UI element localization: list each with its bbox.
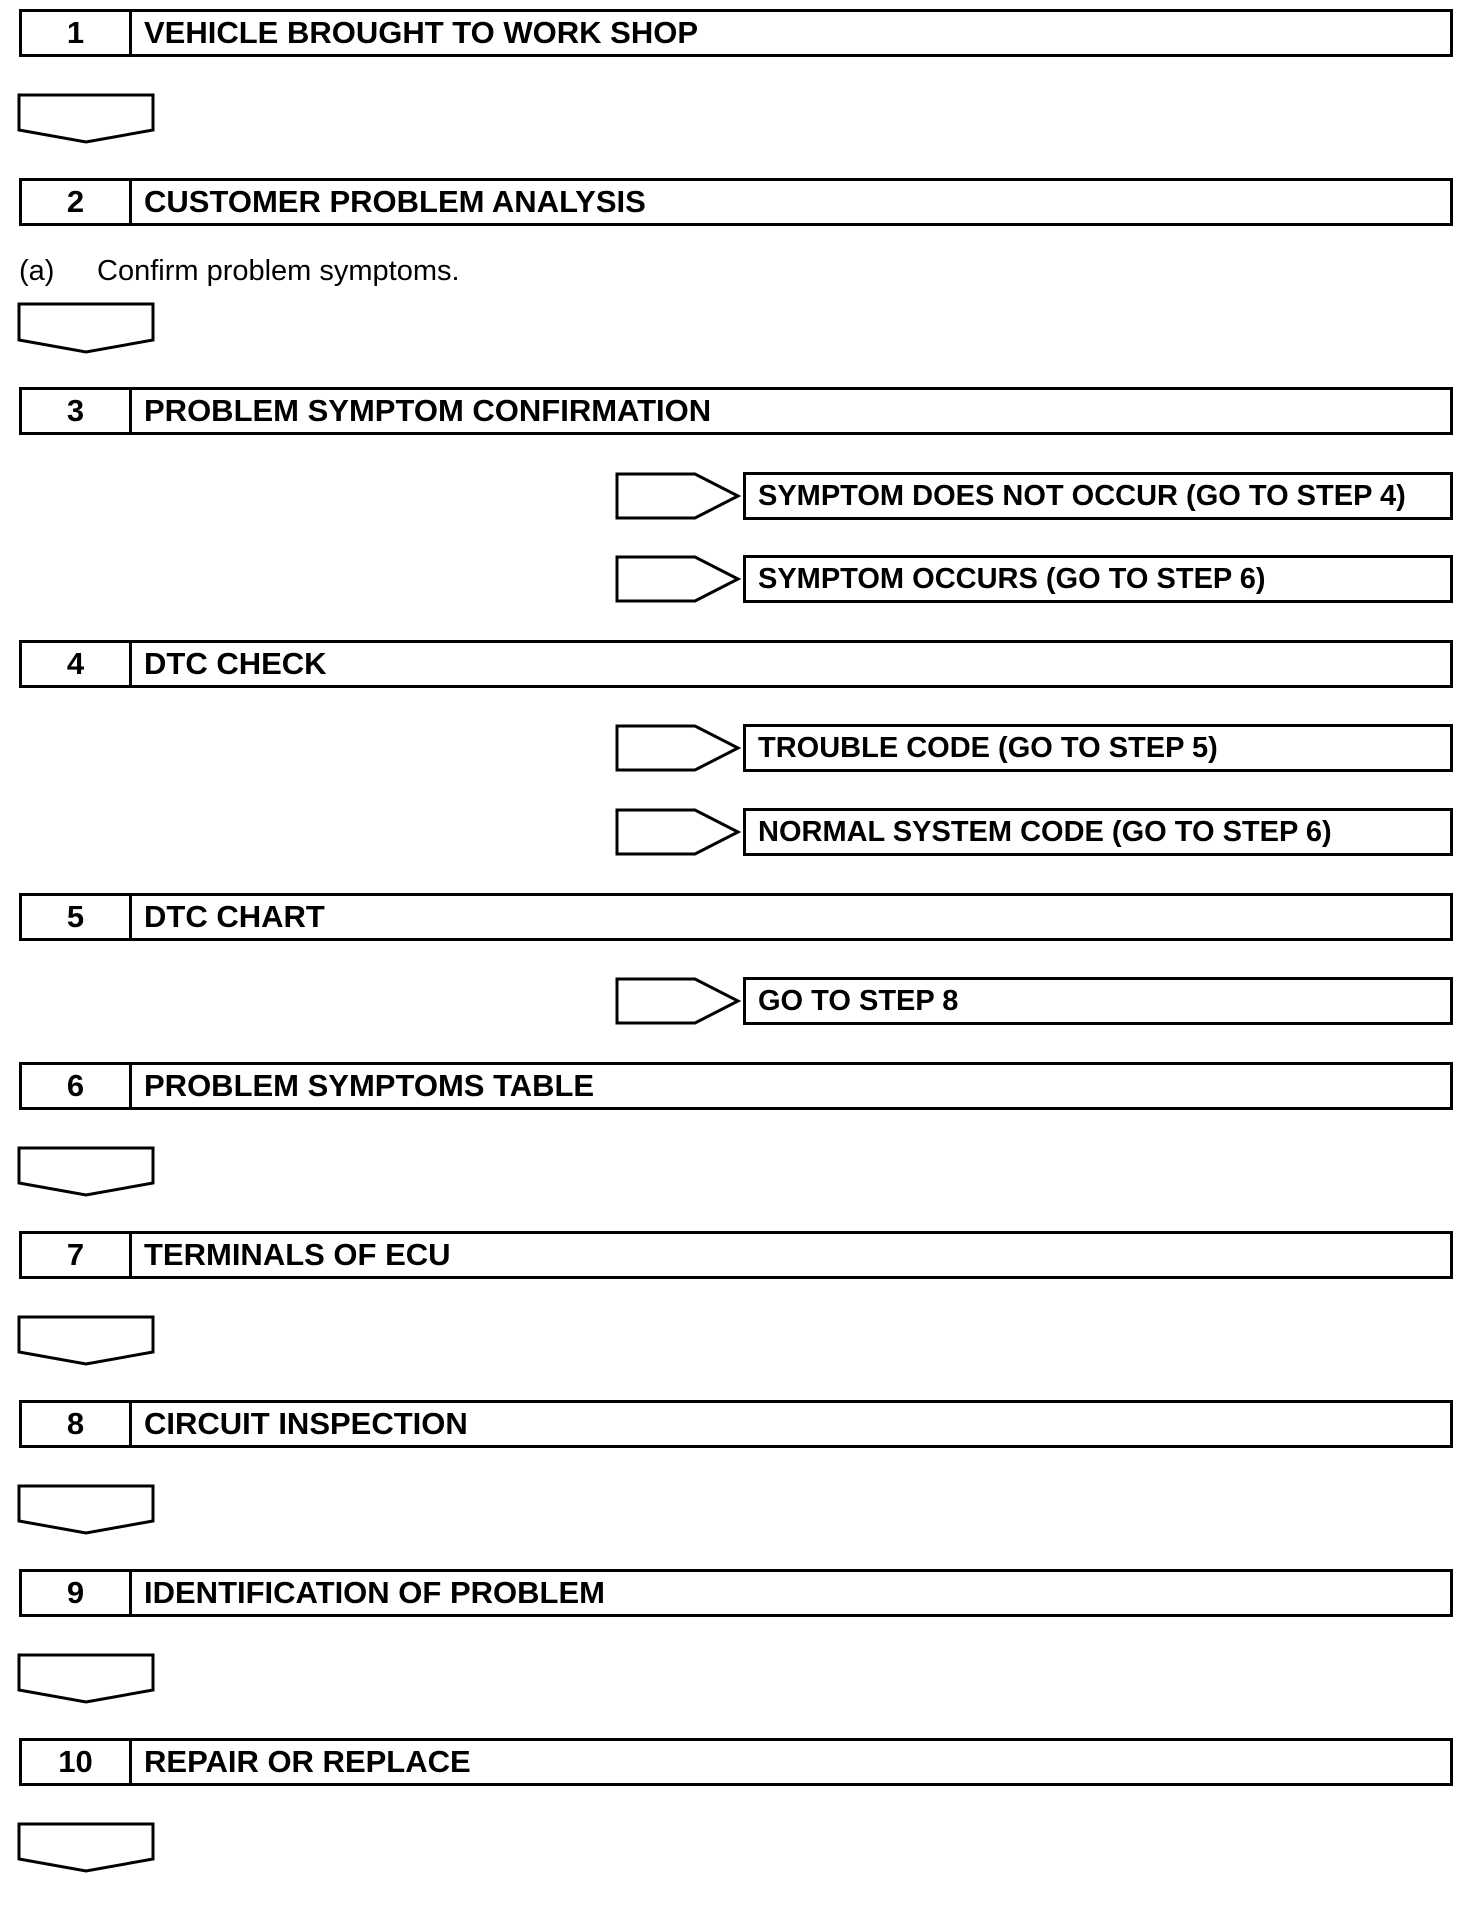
step-number: 1: [22, 12, 132, 54]
step-title: DTC CHART: [144, 899, 325, 934]
step-title: IDENTIFICATION OF PROBLEM: [144, 1575, 605, 1610]
step-title: VEHICLE BROUGHT TO WORK SHOP: [144, 15, 699, 50]
right-arrow-icon: [617, 557, 738, 601]
down-arrow-icon: [19, 95, 153, 142]
step-number: 4: [22, 643, 132, 685]
branch-trouble-code: TROUBLE CODE (GO TO STEP 5): [743, 724, 1453, 772]
step-title: TERMINALS OF ECU: [144, 1237, 451, 1272]
step-number: 3: [22, 390, 132, 432]
step-number: 6: [22, 1065, 132, 1107]
branch-symptom-does-not-occur: SYMPTOM DOES NOT OCCUR (GO TO STEP 4): [743, 472, 1453, 520]
step-title: PROBLEM SYMPTOMS TABLE: [144, 1068, 595, 1103]
step-number: 10: [22, 1741, 132, 1783]
down-arrow-icon: [19, 1486, 153, 1533]
branch-symptom-occurs: SYMPTOM OCCURS (GO TO STEP 6): [743, 555, 1453, 603]
down-arrow-icon: [19, 1148, 153, 1195]
step-title: REPAIR OR REPLACE: [144, 1744, 471, 1779]
right-arrow-icon: [617, 474, 738, 518]
right-arrow-icon: [617, 726, 738, 770]
step-number: 7: [22, 1234, 132, 1276]
down-arrow-icon: [19, 1824, 153, 1871]
down-arrow-icon: [19, 1655, 153, 1702]
note-label: (a): [19, 255, 55, 287]
branch-go-to-step-8: GO TO STEP 8: [743, 977, 1453, 1025]
note-text: Confirm problem symptoms.: [97, 255, 460, 287]
down-arrow-icon: [19, 304, 153, 352]
branch-normal-system-code: NORMAL SYSTEM CODE (GO TO STEP 6): [743, 808, 1453, 856]
down-arrow-icon: [19, 1317, 153, 1364]
step-title: CIRCUIT INSPECTION: [144, 1406, 468, 1441]
step-number: 2: [22, 181, 132, 223]
right-arrow-icon: [617, 810, 738, 854]
step-title: DTC CHECK: [144, 646, 327, 681]
step-title: CUSTOMER PROBLEM ANALYSIS: [144, 184, 646, 219]
step-number: 8: [22, 1403, 132, 1445]
right-arrow-icon: [617, 979, 738, 1023]
step-title: PROBLEM SYMPTOM CONFIRMATION: [144, 393, 712, 428]
step-number: 9: [22, 1572, 132, 1614]
step-number: 5: [22, 896, 132, 938]
